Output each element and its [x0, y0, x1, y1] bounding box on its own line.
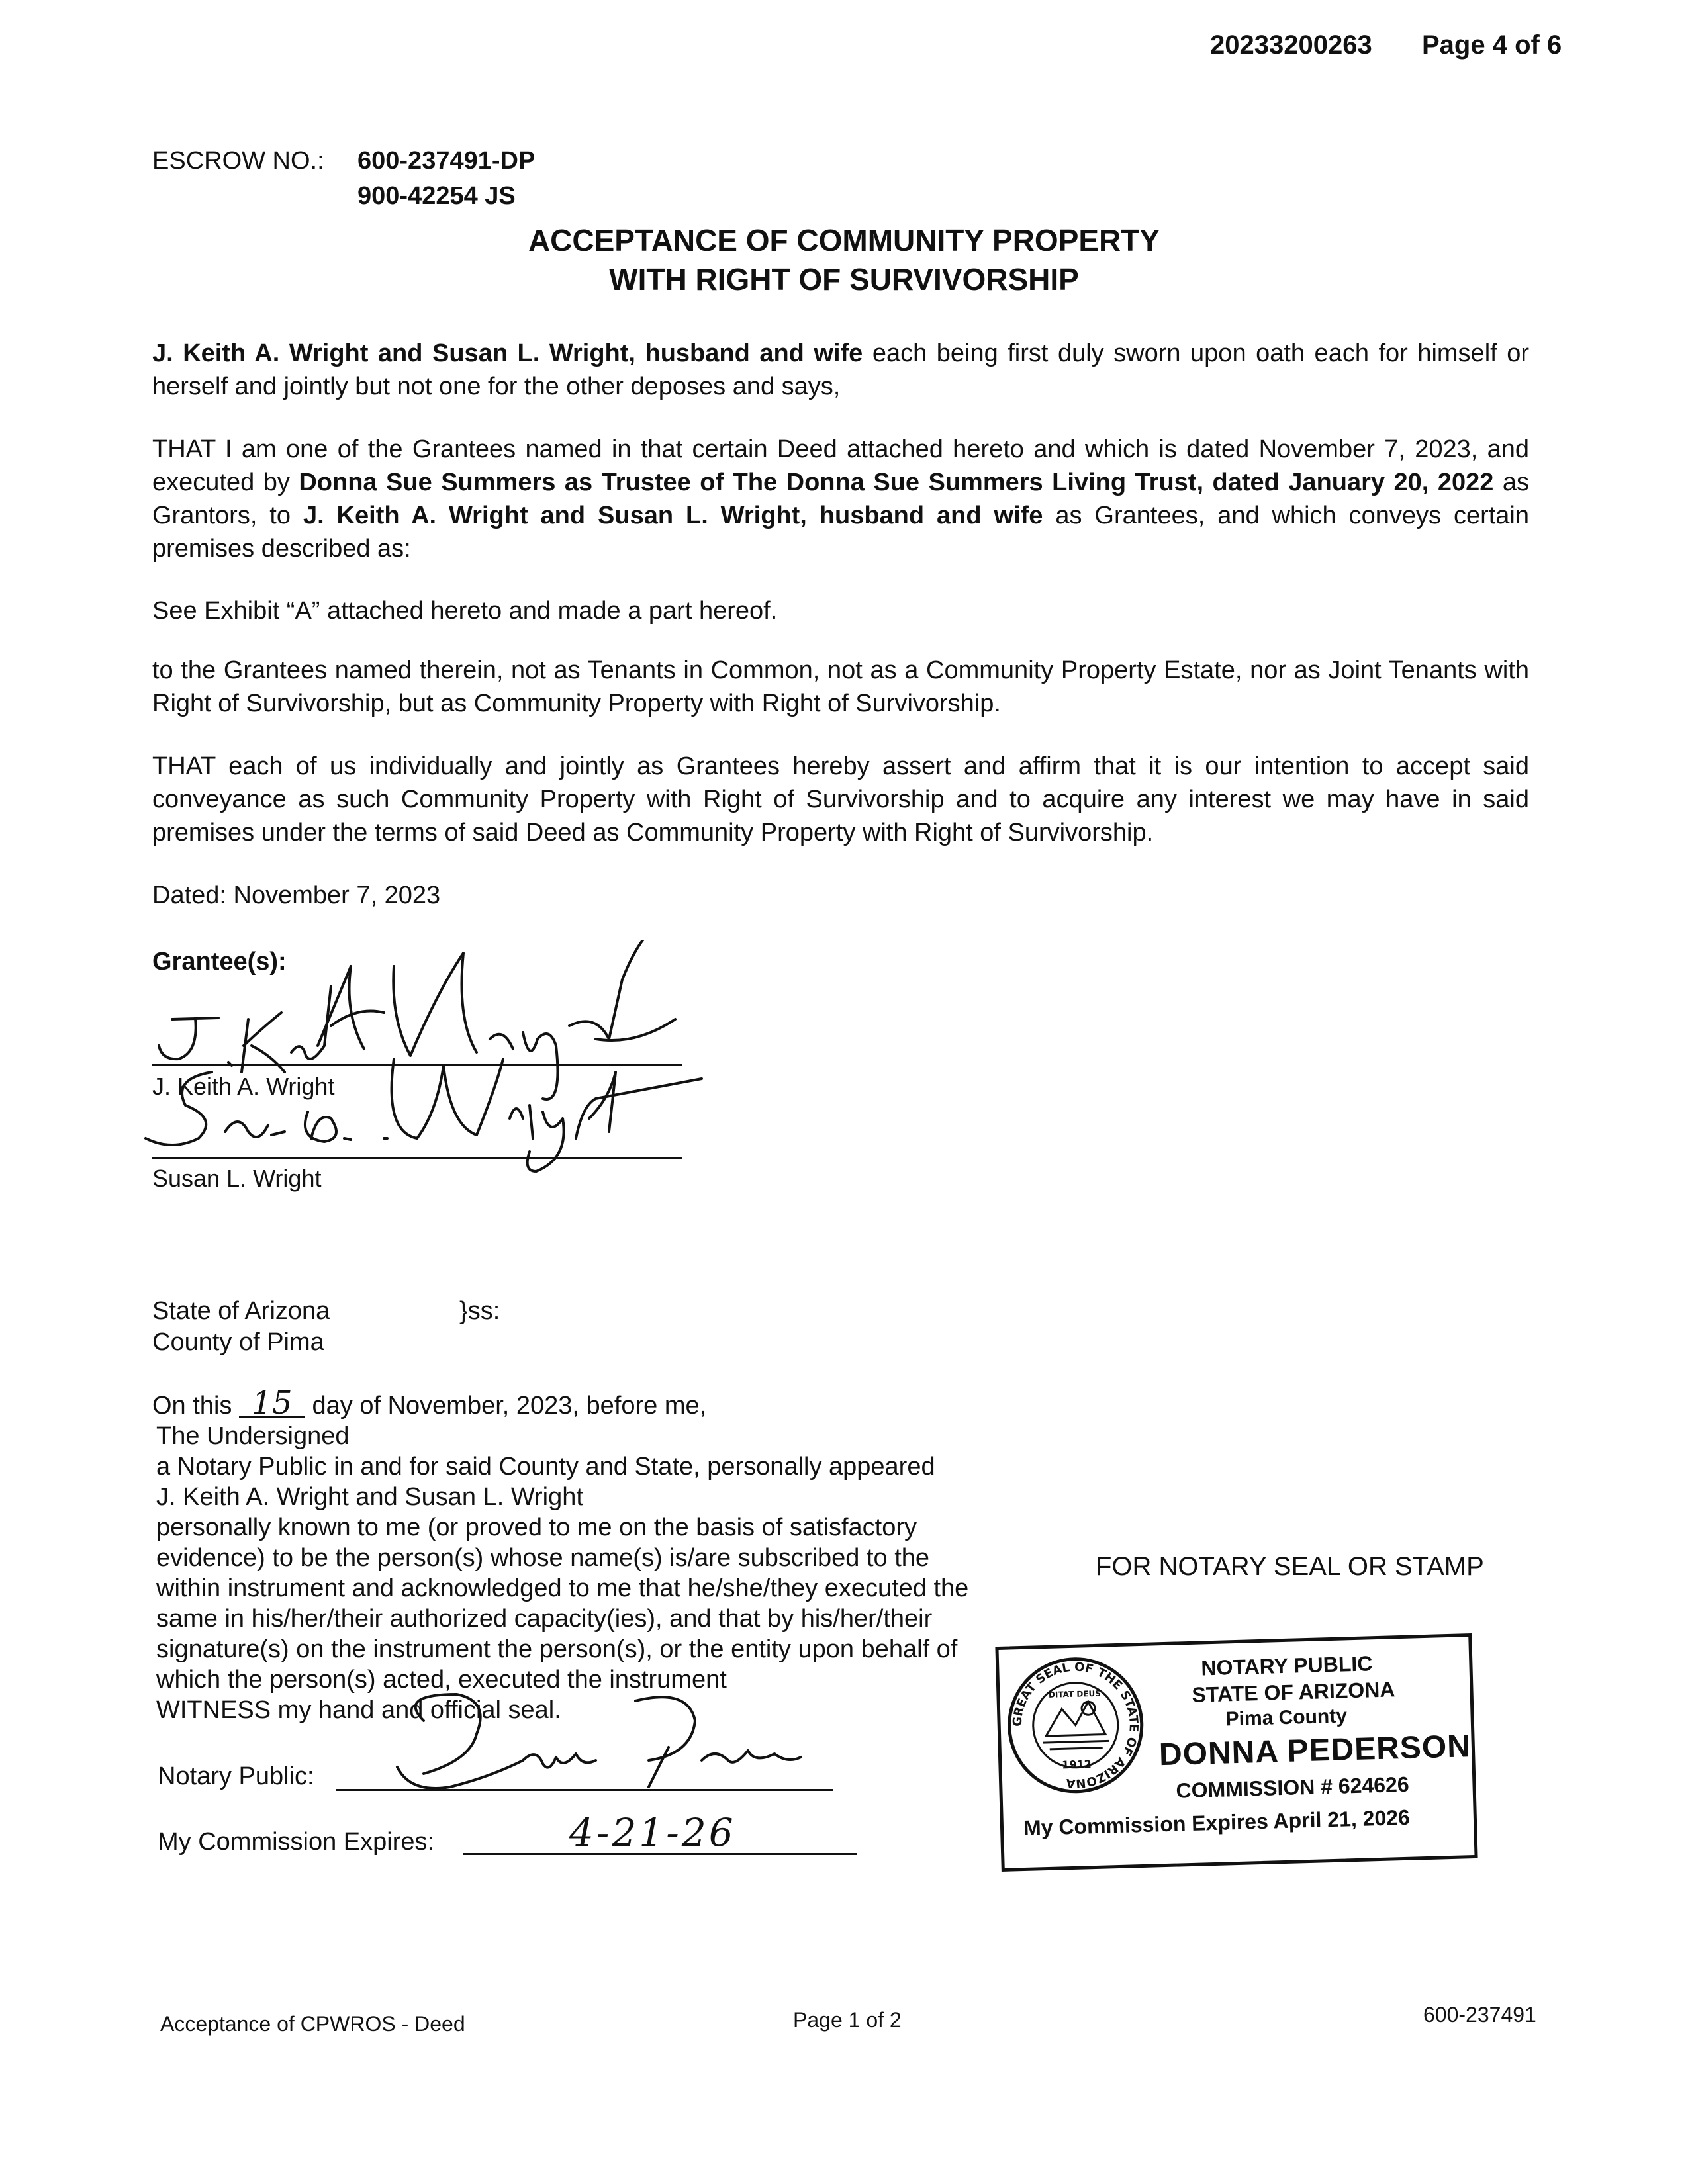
signer-2-name: Susan L. Wright	[152, 1165, 322, 1192]
commission-expires-label: My Commission Expires:	[158, 1828, 435, 1856]
dated-line: Dated: November 7, 2023	[152, 882, 441, 909]
seal-year: 1912	[1061, 1758, 1092, 1772]
stamp-notary-name: DONNA PEDERSON	[1158, 1729, 1472, 1773]
grantees-label: Grantee(s):	[152, 948, 287, 976]
venue-ss: }ss:	[459, 1297, 500, 1325]
escrow-label: ESCROW NO.:	[152, 147, 324, 175]
notary-line-8: same in his/her/their authorized capacity(ies), and that by his/her/their	[156, 1605, 933, 1633]
affiant-text: each being first duly sworn upon oath each for himself or herself and jointly but not one for the other deposes and says,	[152, 340, 1529, 400]
handwritten-expiration: 4-21-26	[569, 1810, 736, 1855]
escrow-number-1: 600-237491-DP	[357, 147, 536, 175]
on-this-label: On this	[152, 1392, 232, 1420]
document-title-line-2: WITH RIGHT OF SURVIVORSHIP	[609, 262, 1079, 296]
notary-line-6: evidence) to be the person(s) whose name(s) is/are subscribed to the	[156, 1544, 930, 1572]
notary-stamp	[995, 1633, 1477, 1872]
grantee-signatures	[132, 940, 728, 1205]
document-title-line-1: ACCEPTANCE OF COMMUNITY PROPERTY	[528, 223, 1160, 257]
state-seal-icon	[1004, 1654, 1147, 1797]
grantor-names: Donna Sue Summers as Trustee of The Donna Sue Summers Living Trust, dated January 20, 2022	[299, 469, 1494, 496]
stamp-line-2: STATE OF ARIZONA	[1192, 1677, 1395, 1707]
escrow-number-2: 900-42254 JS	[357, 182, 516, 210]
footer-escrow-number: 600-237491	[1423, 2003, 1536, 2026]
signer-1-name: J. Keith A. Wright	[152, 1073, 335, 1100]
exhibit-paragraph: See Exhibit “A” attached hereto and made a part hereof.	[152, 597, 778, 625]
stamp-line-3: Pima County	[1225, 1705, 1348, 1731]
stamp-line-1: NOTARY PUBLIC	[1200, 1651, 1373, 1680]
affirmation-paragraph: THAT each of us individually and jointly as Grantees hereby assert and affirm that it is our intention to accept said conveyance as such Community Property with Right of Survivorship and to acquire any interest we may have in said premises under the terms of said Deed as Community Property with Right of Survivorship.	[152, 752, 1529, 846]
footer-document-name: Acceptance of CPWROS - Deed	[160, 2012, 465, 2036]
notary-on-this	[152, 1385, 707, 1422]
tenancy-paragraph: to the Grantees named therein, not as Tenants in Common, not as a Community Property Estate, nor as Joint Tenants with Right of Survivorship, but as Community Property with Right of Survivorship.	[152, 657, 1529, 717]
seal-motto: DITAT DEUS	[1048, 1688, 1102, 1700]
deed-text-1: THAT I am one of the Grantees named in that certain Deed attached hereto and which is dated November 7, 2023, and executed by	[152, 435, 1529, 496]
page-indicator: Page 4 of 6	[1422, 30, 1562, 60]
grantee-names: J. Keith A. Wright and Susan L. Wright, husband and wife	[303, 502, 1043, 529]
signature-keith	[159, 940, 675, 1099]
notary-line-3: a Notary Public in and for said County and State, personally appeared	[156, 1453, 935, 1480]
deed-reference-paragraph	[152, 433, 1529, 565]
recording-number: 20233200263	[1210, 30, 1372, 60]
stamp-expiration: My Commission Expires April 21, 2026	[1023, 1805, 1411, 1841]
notary-public-label: Notary Public:	[158, 1762, 314, 1790]
notary-line-11: WITNESS my hand and official seal.	[156, 1696, 561, 1724]
footer-page-number: Page 1 of 2	[793, 2008, 902, 2032]
signature-susan	[146, 1059, 702, 1171]
notary-line-4: J. Keith A. Wright and Susan L. Wright	[156, 1483, 583, 1511]
day-rest: day of November, 2023, before me,	[312, 1392, 707, 1420]
notary-signature	[357, 1681, 821, 1800]
seal-area-label: FOR NOTARY SEAL OR STAMP	[1096, 1552, 1484, 1581]
notary-line-5: personally known to me (or proved to me on the basis of satisfactory	[156, 1514, 917, 1541]
affiant-names: J. Keith A. Wright and Susan L. Wright, husband and wife	[152, 340, 863, 367]
notary-line-2: The Undersigned	[156, 1422, 350, 1450]
notary-line-10: which the person(s) acted, executed the instrument	[156, 1666, 727, 1694]
venue-county: County of Pima	[152, 1328, 324, 1356]
handwritten-day: 15	[239, 1390, 305, 1418]
stamp-commission-number: COMMISSION # 624626	[1176, 1772, 1410, 1803]
affiant-paragraph	[152, 337, 1529, 403]
deed-text-3: as Grantees, and which conveys certain premises described as:	[152, 502, 1529, 563]
deed-text-2: as Grantors, to	[152, 469, 1529, 529]
notary-line-9: signature(s) on the instrument the person(s), or the entity upon behalf of	[156, 1635, 958, 1663]
seal-ring-text: GREAT SEAL OF THE STATE OF ARIZONA	[1010, 1660, 1141, 1791]
venue-state: State of Arizona	[152, 1297, 330, 1325]
notary-line-7: within instrument and acknowledged to me that he/she/they executed the	[156, 1574, 969, 1602]
